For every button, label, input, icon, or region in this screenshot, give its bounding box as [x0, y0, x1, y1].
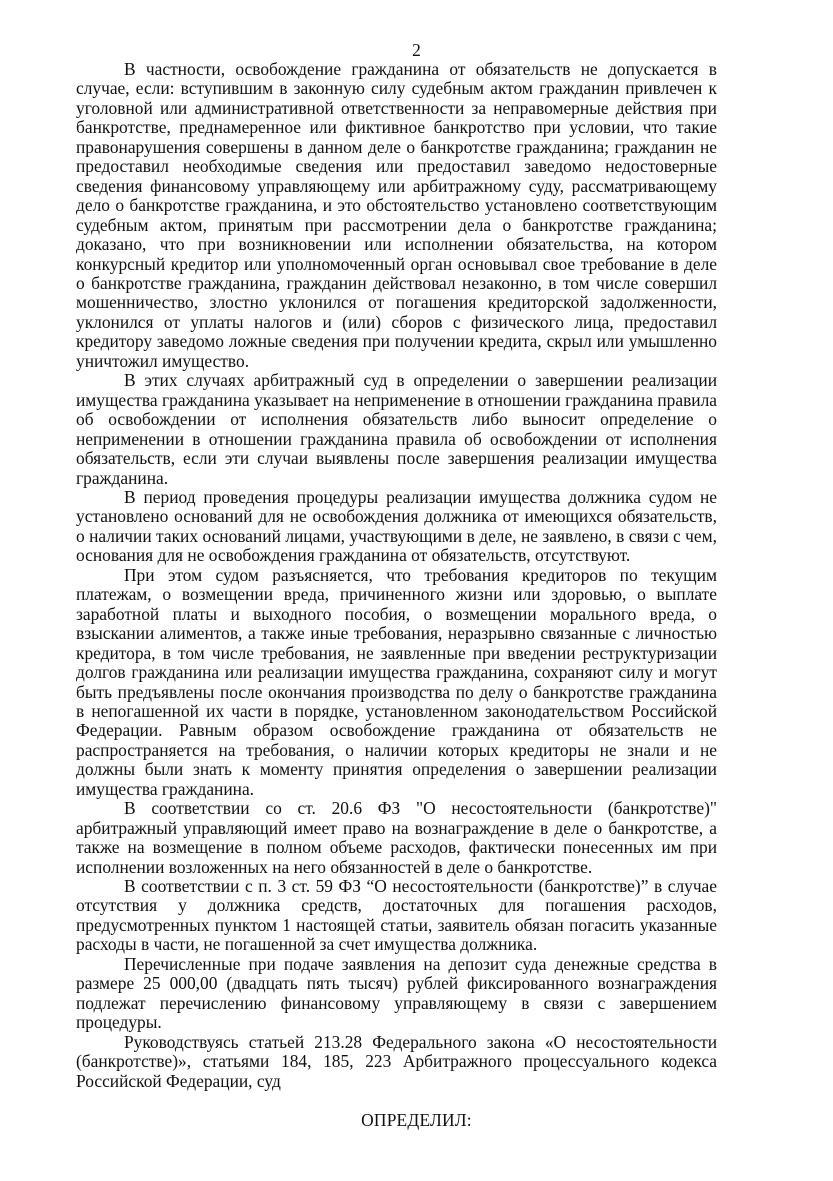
paragraph-deposit-transfer: Перечисленные при подаче заявления на депозит суда денежные средства в размере 25 000,00 (двадцать пять тысяч) рублей фиксированного вознаграждения подлежат перечислению финансовому управляющему в связи с завершением процедуры. — [76, 953, 717, 1033]
paragraph-release-exceptions: В частности, освобождение гражданина от обязательств не допускается в случае, если: вступившим в законную силу судебным актом гражданин привлечен к уголовной или административной ответственности за неправомерные действия при банкротстве, преднамеренное или фиктивное банкротство при условии, что такие правонарушения совершены в данном деле о банкротстве гражданина; гражданин не предоставил необходимые сведения или предоставил заведомо недостоверные сведения финансовому управляющему или арбитражному суду, рассматривающему дело о банкротстве гражданина, и это обстоятельство установлено соответствующим судебным актом, принятым при рассмотрении дела о банкротстве гражданина; доказано, что при возникновении или исполнении обязательства, на котором конкурсный кредитор или уполномоченный орган основывал свое требование в деле о банкротстве гражданина, гражданин действовал незаконно, в том числе совершил мошенничество, злостно уклонился от погашения кредиторской задолженности, уклонился от уплаты налогов и (или) сборов с физического лица, предоставил кредитору заведомо ложные сведения при получении кредита, скрыл или умышленно уничтожил имущество. — [76, 59, 717, 371]
paragraph-court-determination: В этих случаях арбитражный суд в определении о завершении реализации имущества гражданина указывает на неприменение в отношении гражданина правила об освобождении от исполнения обязательств либо выносит определение о неприменении в отношении гражданина правила об освобождении от исполнения обязательств, если эти случаи выявлены после завершения реализации имущества гражданина. — [76, 370, 717, 488]
ruling-heading: ОПРЕДЕЛИЛ: — [361, 1110, 472, 1130]
paragraph-manager-remuneration: В соответствии со ст. 20.6 ФЗ "О несостоятельности (банкротстве)" арбитражный управляющий имеет право на вознаграждение в деле о банкротстве, а также на возмещение в полном объеме расходов, фактически понесенных им при исполнении возложенных на него обязанностей в деле о банкротстве. — [76, 798, 717, 877]
paragraph-legal-basis: Руководствуясь статьей 213.28 Федерального закона «О несостоятельности (банкротстве)», статьями 184, 185, 223 Арбитражного процессуального кодекса Российской Федерации, суд — [76, 1031, 717, 1091]
document-body — [76, 60, 717, 1091]
paragraph-no-grounds: В период проведения процедуры реализации имущества должника судом не установлено оснований для не освобождения должника от имеющихся обязательств, о наличии таких оснований лицами, участвующими в деле, не заявлено, в связи с чем, основания для не освобождения гражданина от обязательств, отсутствуют. — [76, 486, 717, 566]
paragraph-creditor-claims: При этом судом разъясняется, что требования кредиторов по текущим платежам, о возмещении вреда, причиненного жизни или здоровью, о выплате заработной платы и выходного пособия, о возмещении морального вреда, о взыскании алиментов, а также иные требования, неразрывно связанные с личностью кредитора, в том числе требования, не заявленные при введении реструктуризации долгов гражданина или реализации имущества гражданина, сохраняют силу и могут быть предъявлены после окончания производства по делу о банкротстве гражданина в непогашенной их части в порядке, установленном законодательством Российской Федерации. Равным образом освобождение гражданина от обязательств не распространяется на требования, о наличии которых кредиторы не знали и не должны были знать к моменту принятия определения о завершении реализации имущества гражданина. — [76, 564, 717, 799]
paragraph-expenses: В соответствии с п. 3 ст. 59 ФЗ “О несостоятельности (банкротстве)” в случае отсутствия у должника средств, достаточных для погашения расходов, предусмотренных пунктом 1 настоящей статьи, заявитель обязан погасить указанные расходы в части, не погашенной за счет имущества должника. — [76, 876, 717, 955]
page-number: 2 — [412, 40, 421, 60]
